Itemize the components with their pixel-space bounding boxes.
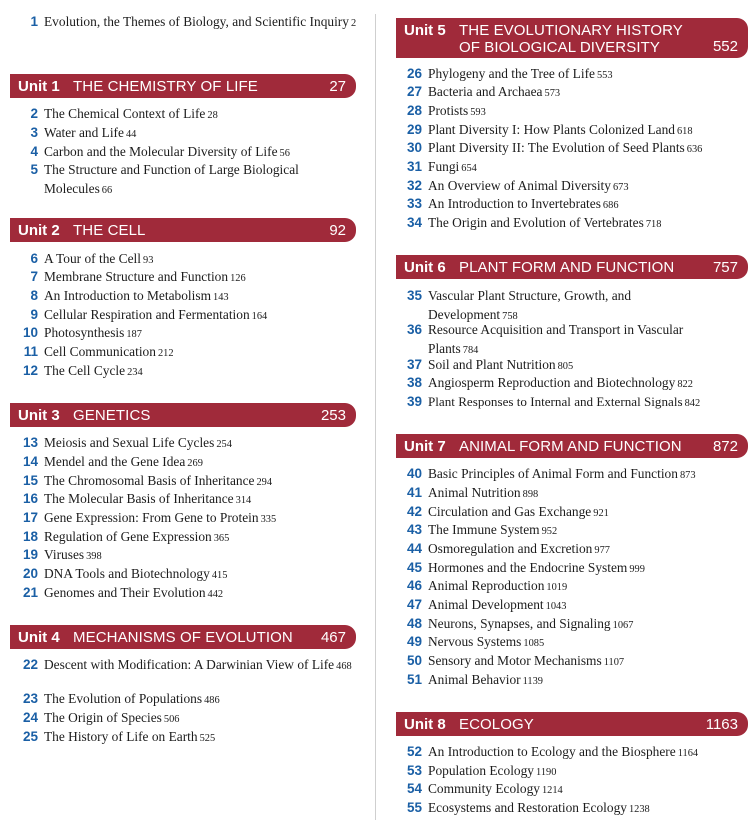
unit-header[interactable] (396, 18, 748, 58)
chapter-title: Neurons, Synapses, and Signaling (428, 616, 611, 631)
chapter-title: Phylogeny and the Tree of Life (428, 66, 595, 81)
chapter-page: 212 (157, 348, 174, 359)
chapter-page: 952 (541, 526, 558, 537)
chapter-page: 553 (596, 70, 613, 81)
chapter-number: 30 (406, 140, 422, 155)
chapter-number: 40 (406, 466, 422, 481)
chapter-title: The Chemical Context of Life (44, 106, 206, 121)
chapter-title: Plant Responses to Internal and External Signals (428, 394, 683, 409)
unit-header[interactable] (10, 74, 356, 98)
chapter-number: 14 (22, 454, 38, 469)
unit-page: 92 (329, 222, 346, 239)
chapter-title: Carbon and the Molecular Diversity of Life (44, 144, 278, 159)
unit-header[interactable] (396, 712, 748, 736)
chapter-entry[interactable] (384, 652, 752, 673)
chapter-title: An Introduction to Invertebrates (428, 196, 601, 211)
chapter-entry[interactable] (0, 434, 370, 455)
chapter-entry[interactable] (384, 743, 752, 764)
unit-page: 1163 (705, 716, 738, 733)
chapter-number: 20 (22, 566, 38, 581)
unit-label: Unit 1 (18, 78, 60, 95)
chapter-title: Cell Communication (44, 344, 156, 359)
chapter-number: 39 (406, 394, 422, 409)
unit-page: 27 (329, 78, 346, 95)
chapter-title: Animal Behavior (428, 672, 521, 687)
chapter-entry[interactable] (0, 324, 370, 345)
chapter-number: 47 (406, 597, 422, 612)
chapter-title: Circulation and Gas Exchange (428, 504, 592, 519)
column-divider (375, 14, 376, 820)
chapter-title: Plant Diversity II: The Evolution of Seed Plants (428, 140, 685, 155)
chapter-page: 335 (260, 514, 277, 525)
chapter-number: 52 (406, 744, 422, 759)
chapter-number: 38 (406, 375, 422, 390)
chapter-title: Vascular Plant Structure, Growth, and Development (428, 288, 632, 322)
chapter-title: Basic Principles of Animal Form and Function (428, 466, 678, 481)
chapter-page: 254 (216, 439, 232, 450)
chapter-entry[interactable] (0, 656, 370, 677)
chapter-title: The Cell Cycle (44, 363, 126, 378)
chapter-number: 12 (22, 363, 38, 378)
unit-title: THE CHEMISTRY OF LIFE (73, 78, 258, 95)
chapter-page: 442 (207, 589, 224, 600)
chapter-number: 26 (406, 66, 422, 81)
chapter-number: 45 (406, 560, 422, 575)
unit-title (459, 22, 683, 56)
unit-title: ANIMAL FORM AND FUNCTION (459, 438, 682, 455)
chapter-number: 18 (22, 529, 38, 544)
chapter-title: The Molecular Basis of Inheritance (44, 491, 234, 506)
chapter-page: 842 (684, 398, 701, 409)
chapter-page: 2 (350, 18, 357, 29)
chapter-number: 25 (22, 729, 38, 744)
chapter-page: 314 (235, 495, 252, 506)
chapter-entry[interactable] (384, 393, 752, 414)
chapter-title: Resource Acquisition and Transport in Vascular Plants (428, 322, 684, 356)
chapter-page: 1019 (546, 582, 568, 593)
chapter-number: 49 (406, 634, 422, 649)
chapter-title: The Chromosomal Basis of Inheritance (44, 473, 255, 488)
chapter-page: 468 (336, 661, 352, 672)
chapter-page: 1214 (541, 785, 563, 796)
chapter-number: 4 (30, 144, 38, 159)
chapter-number: 22 (22, 657, 38, 672)
unit-title: GENETICS (73, 407, 151, 424)
chapter-page: 1043 (545, 601, 567, 612)
chapter-title: Animal Reproduction (428, 578, 545, 593)
chapter-page: 999 (629, 564, 645, 575)
chapter-number: 24 (22, 710, 38, 725)
chapter-title: Water and Life (44, 125, 124, 140)
chapter-title: The History of Life on Earth (44, 729, 198, 744)
chapter-page: 1085 (523, 638, 545, 649)
chapter-page: 1067 (612, 620, 634, 631)
chapter-page: 56 (279, 148, 290, 159)
chapter-title: DNA Tools and Biotechnology (44, 566, 210, 581)
chapter-title: Mendel and the Gene Idea (44, 454, 186, 469)
chapter-entry[interactable] (0, 728, 370, 749)
chapter-entry[interactable] (384, 139, 752, 160)
chapter-number: 55 (406, 800, 422, 815)
chapter-entry[interactable] (0, 362, 370, 383)
chapter-entry[interactable] (384, 465, 752, 486)
chapter-number: 13 (22, 435, 38, 450)
chapter-page: 398 (86, 551, 102, 562)
chapter-title: The Immune System (428, 522, 540, 537)
chapter-entry[interactable] (0, 584, 370, 605)
chapter-title: Sensory and Motor Mechanisms (428, 653, 602, 668)
unit-page: 467 (320, 629, 346, 646)
unit-label: Unit 5 (404, 22, 446, 39)
chapter-number: 2 (30, 106, 38, 121)
chapter-title: Bacteria and Archaea (428, 84, 543, 99)
unit-page: 552 (712, 38, 738, 55)
chapter-page: 673 (612, 182, 629, 193)
chapter-number: 11 (23, 344, 38, 359)
chapter-page: 873 (679, 470, 696, 481)
chapter-page: 898 (522, 489, 539, 500)
chapter-title: Ecosystems and Restoration Ecology (428, 800, 627, 815)
chapter-page: 143 (213, 292, 229, 303)
chapter-page: 784 (462, 344, 479, 356)
chapter-number: 8 (30, 288, 38, 303)
chapter-entry[interactable] (384, 102, 752, 123)
unit-title-line: THE EVOLUTIONARY HISTORY (459, 22, 683, 39)
unit-label: Unit 7 (404, 438, 446, 455)
unit-title: MECHANISMS OF EVOLUTION (73, 629, 293, 646)
chapter-title: Animal Development (428, 597, 544, 612)
chapter-title: Evolution, the Themes of Biology, and Scientific Inquiry (44, 14, 349, 29)
chapter-page: 294 (256, 477, 273, 488)
chapter-number: 5 (30, 162, 38, 177)
chapter-entry[interactable] (0, 287, 370, 308)
chapter-title: Animal Nutrition (428, 485, 521, 500)
chapter-page: 1164 (677, 748, 699, 759)
chapter-title: Fungi (428, 159, 460, 174)
chapter-entry[interactable] (384, 195, 752, 216)
chapter-title: The Evolution of Populations (44, 691, 203, 706)
chapter-number: 36 (406, 322, 422, 337)
chapter-number: 21 (22, 585, 38, 600)
chapter-entry[interactable] (384, 577, 752, 598)
chapter-number: 23 (22, 691, 38, 706)
chapter-page: 28 (207, 110, 218, 121)
chapter-entry[interactable] (0, 690, 370, 711)
chapter-entry[interactable] (384, 214, 752, 235)
chapter-title: Descent with Modification: A Darwinian View of Life (44, 657, 335, 672)
chapter-number: 51 (406, 672, 422, 687)
chapter-title: Hormones and the Endocrine System (428, 560, 628, 575)
chapter-number: 42 (406, 504, 422, 519)
chapter-number: 9 (30, 307, 38, 322)
chapter-page: 234 (127, 367, 143, 378)
chapter-entry[interactable] (384, 484, 752, 505)
chapter-number: 48 (406, 616, 422, 631)
chapter-page: 1107 (603, 657, 625, 668)
chapter-number: 54 (406, 781, 422, 796)
chapter-title: Osmoregulation and Excretion (428, 541, 593, 556)
chapter-number: 27 (406, 84, 422, 99)
chapter-entry[interactable] (384, 596, 752, 617)
chapter-title: Soil and Plant Nutrition (428, 357, 556, 372)
chapter-title: Cellular Respiration and Fermentation (44, 307, 250, 322)
unit-header[interactable] (10, 218, 356, 242)
chapter-page: 822 (677, 379, 693, 390)
chapter-number: 3 (30, 125, 38, 140)
unit-title-line: OF BIOLOGICAL DIVERSITY (459, 39, 660, 56)
chapter-page: 618 (676, 126, 693, 137)
chapter-number: 7 (30, 269, 38, 284)
unit-header[interactable] (396, 255, 748, 279)
chapter-title: Viruses (44, 547, 85, 562)
chapter-page: 686 (602, 200, 619, 211)
chapter-number: 16 (22, 491, 38, 506)
chapter-entry[interactable] (0, 709, 370, 730)
chapter-title: An Overview of Animal Diversity (428, 178, 611, 193)
chapter-page: 126 (230, 273, 246, 284)
unit-page: 757 (712, 259, 738, 276)
chapter-entry[interactable] (0, 13, 370, 34)
chapter-page: 921 (593, 508, 609, 519)
chapter-number: 35 (406, 288, 422, 303)
chapter-page: 1139 (522, 676, 544, 687)
chapter-title: Genomes and Their Evolution (44, 585, 206, 600)
chapter-entry[interactable] (0, 453, 370, 474)
chapter-number: 41 (406, 485, 422, 500)
unit-title: PLANT FORM AND FUNCTION (459, 259, 675, 276)
chapter-entry[interactable] (0, 509, 370, 530)
chapter-page: 654 (461, 163, 477, 174)
chapter-number: 44 (406, 541, 422, 556)
chapter-page: 506 (163, 714, 180, 725)
chapter-page: 977 (594, 545, 610, 556)
chapter-page: 525 (199, 733, 216, 744)
chapter-page: 164 (251, 311, 268, 322)
chapter-number: 32 (406, 178, 422, 193)
unit-header[interactable] (10, 403, 356, 427)
chapter-page: 269 (187, 458, 203, 469)
chapter-page: 1238 (628, 804, 650, 815)
chapter-title: Membrane Structure and Function (44, 269, 229, 284)
chapter-number: 17 (22, 510, 38, 525)
chapter-entry[interactable] (0, 268, 370, 289)
chapter-title: Plant Diversity I: How Plants Colonized Land (428, 122, 675, 137)
chapter-number: 31 (406, 159, 422, 174)
chapter-page: 573 (544, 88, 561, 99)
chapter-entry[interactable] (384, 799, 752, 820)
unit-title: THE CELL (73, 222, 146, 239)
chapter-entry[interactable] (384, 321, 752, 360)
chapter-number: 53 (406, 763, 422, 778)
chapter-title: Population Ecology (428, 763, 535, 778)
chapter-title: Meiosis and Sexual Life Cycles (44, 435, 215, 450)
chapter-entry[interactable] (384, 633, 752, 654)
chapter-number: 10 (22, 325, 38, 340)
chapter-entry[interactable] (384, 671, 752, 692)
chapter-entry[interactable] (384, 540, 752, 561)
chapter-entry[interactable] (384, 374, 752, 395)
chapter-title: A Tour of the Cell (44, 251, 142, 266)
chapter-number: 15 (22, 473, 38, 488)
chapter-page: 365 (213, 533, 230, 544)
chapter-number: 6 (30, 251, 38, 266)
unit-page: 253 (320, 407, 346, 424)
unit-header[interactable] (396, 434, 748, 458)
chapter-entry[interactable] (0, 546, 370, 567)
chapter-entry[interactable] (0, 105, 370, 126)
chapter-entry[interactable] (0, 490, 370, 511)
chapter-title: Photosynthesis (44, 325, 125, 340)
chapter-title: An Introduction to Metabolism (44, 288, 211, 303)
chapter-entry[interactable] (384, 780, 752, 801)
unit-label: Unit 3 (18, 407, 60, 424)
chapter-title: An Introduction to Ecology and the Biosphere (428, 744, 676, 759)
chapter-page: 415 (211, 570, 228, 581)
chapter-page: 718 (645, 219, 662, 230)
chapter-number: 1 (30, 14, 38, 29)
chapter-number: 46 (406, 578, 422, 593)
chapter-number: 34 (406, 215, 422, 230)
chapter-page: 66 (101, 184, 113, 196)
chapter-title: Gene Expression: From Gene to Protein (44, 510, 259, 525)
chapter-entry[interactable] (0, 161, 370, 200)
chapter-number: 50 (406, 653, 422, 668)
chapter-page: 805 (557, 361, 574, 372)
chapter-number: 28 (406, 103, 422, 118)
chapter-page: 187 (126, 329, 142, 340)
chapter-title: The Origin of Species (44, 710, 162, 725)
chapter-entry[interactable] (384, 158, 752, 179)
chapter-number: 19 (22, 547, 38, 562)
chapter-number: 29 (406, 122, 422, 137)
chapter-page: 1190 (536, 767, 557, 778)
chapter-entry[interactable] (0, 565, 370, 586)
chapter-entry[interactable] (384, 83, 752, 104)
chapter-title: Angiosperm Reproduction and Biotechnology (428, 375, 676, 390)
chapter-title: Community Ecology (428, 781, 540, 796)
unit-page: 872 (712, 438, 738, 455)
chapter-page: 44 (125, 129, 137, 140)
chapter-number: 33 (406, 196, 422, 211)
chapter-entry[interactable] (0, 124, 370, 145)
unit-header[interactable] (10, 625, 356, 649)
chapter-entry[interactable] (384, 521, 752, 542)
unit-label: Unit 4 (18, 629, 60, 646)
chapter-entry[interactable] (0, 343, 370, 364)
chapter-title: The Structure and Function of Large Biological Molecules (44, 162, 299, 196)
chapter-title: Protists (428, 103, 469, 118)
chapter-title: Regulation of Gene Expression (44, 529, 212, 544)
chapter-page: 636 (686, 144, 703, 155)
chapter-title: Nervous Systems (428, 634, 522, 649)
chapter-page: 486 (204, 695, 220, 706)
unit-title: ECOLOGY (459, 716, 534, 733)
chapter-title: The Origin and Evolution of Vertebrates (428, 215, 644, 230)
chapter-page: 758 (502, 310, 518, 322)
unit-label: Unit 2 (18, 222, 60, 239)
chapter-number: 43 (406, 522, 422, 537)
unit-label: Unit 8 (404, 716, 446, 733)
unit-label: Unit 6 (404, 259, 446, 276)
chapter-number: 37 (406, 357, 422, 372)
chapter-page: 593 (470, 107, 486, 118)
chapter-page: 93 (143, 255, 154, 266)
